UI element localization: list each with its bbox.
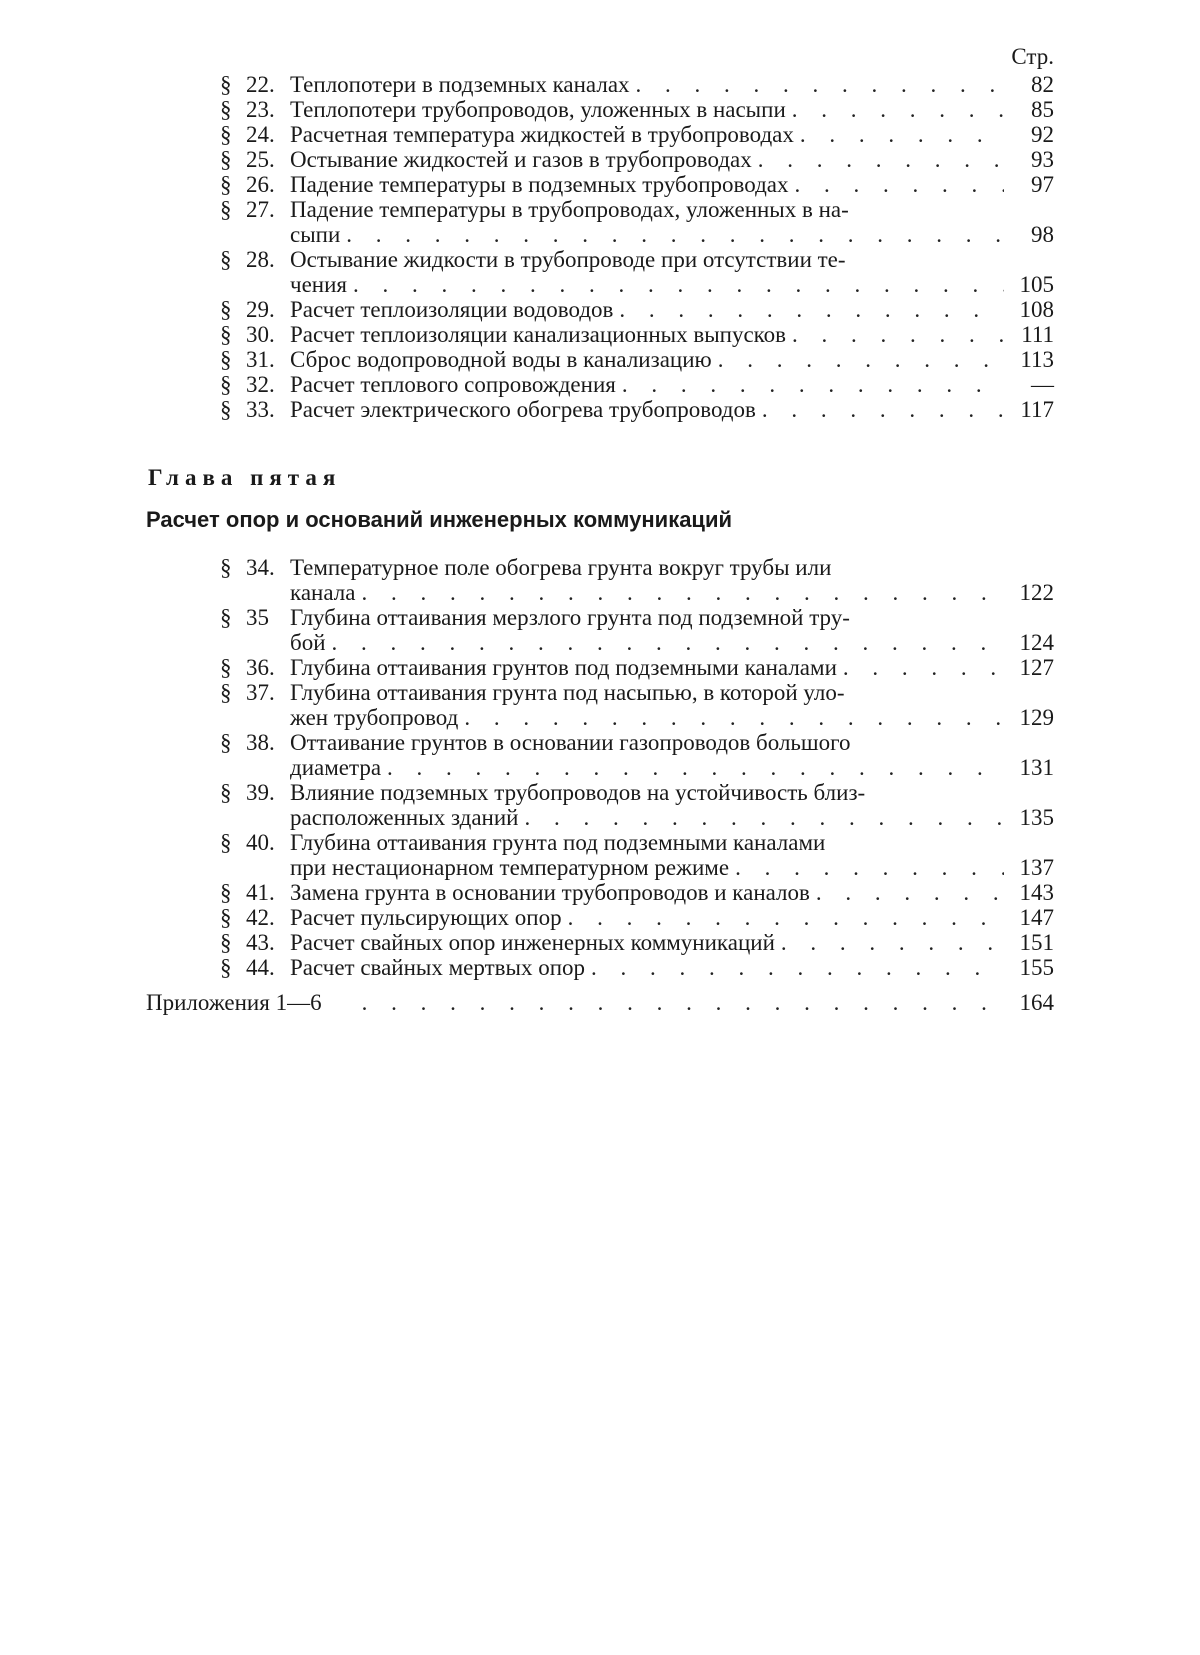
dot-leader — [361, 580, 1004, 605]
dot-leader — [758, 147, 1004, 172]
entry-body — [290, 247, 1054, 297]
entry-title: бой — [290, 630, 326, 655]
toc-appendix-entry[interactable] — [146, 990, 1054, 1016]
page-number: 124 — [1019, 630, 1054, 655]
chapter-title: Расчет опор и оснований инженерных коммуникаций — [146, 507, 733, 532]
entry-line — [290, 580, 1054, 605]
dot-leader — [781, 930, 1004, 955]
dot-leader — [792, 322, 1004, 347]
entry-title: при нестационарном температурном режиме — [290, 855, 730, 880]
entry-body — [290, 372, 1054, 397]
dot-leader — [353, 272, 1004, 297]
dot-leader — [387, 755, 1004, 780]
toc-entry[interactable] — [220, 955, 1054, 980]
section-number: 41. — [246, 880, 275, 905]
section-symbol: § — [220, 172, 232, 197]
appendix-page-number: 164 — [1019, 990, 1054, 1015]
dot-leader — [735, 855, 1004, 880]
toc-entry[interactable] — [220, 97, 1054, 122]
entry-title: Падение температуры в подземных трубопроводах — [290, 172, 789, 197]
section-number: 26. — [246, 172, 275, 197]
page-number: 93 — [1031, 147, 1054, 172]
section-symbol: § — [220, 297, 232, 322]
section-symbol: § — [220, 905, 232, 930]
page-number: 147 — [1019, 905, 1054, 930]
entry-line — [290, 655, 1054, 680]
section-number: 39. — [246, 780, 275, 805]
toc-entry[interactable] — [220, 930, 1054, 955]
section-symbol: § — [220, 730, 232, 755]
section-symbol: § — [220, 372, 232, 397]
section-number: 32. — [246, 372, 275, 397]
entry-line — [290, 730, 1054, 755]
entry-line — [290, 680, 1054, 705]
section-symbol: § — [220, 680, 232, 705]
entry-line — [290, 347, 1054, 372]
entry-line — [290, 905, 1054, 930]
section-symbol: § — [220, 655, 232, 680]
entry-line — [290, 630, 1054, 655]
entry-line — [290, 605, 1054, 630]
page-number: 135 — [1019, 805, 1054, 830]
page-number: 137 — [1019, 855, 1054, 880]
section-symbol: § — [220, 930, 232, 955]
entry-body — [290, 397, 1054, 422]
entry-line — [290, 855, 1054, 880]
entry-line — [290, 272, 1054, 297]
entry-body — [290, 555, 1054, 605]
entry-title: Расчет свайных мертвых опор — [290, 955, 586, 980]
entry-title: Расчет пульсирующих опор — [290, 905, 562, 930]
toc-entry[interactable] — [220, 880, 1054, 905]
entry-line — [290, 555, 1054, 580]
entry-line — [290, 930, 1054, 955]
entry-title: Остывание жидкостей и газов в трубопроводах — [290, 147, 752, 172]
entry-line — [290, 955, 1054, 980]
entry-line — [290, 72, 1054, 97]
entry-title: расположенных зданий — [290, 805, 519, 830]
entry-title: Теплопотери в подземных каналах — [290, 72, 630, 97]
entry-body — [290, 322, 1054, 347]
section-symbol: § — [220, 197, 232, 222]
section-symbol: § — [220, 72, 232, 97]
section-number: 24. — [246, 122, 275, 147]
page-number: 129 — [1019, 705, 1054, 730]
entry-line — [290, 197, 1054, 222]
toc-entry[interactable] — [220, 680, 1054, 730]
entry-body — [290, 905, 1054, 930]
entry-line — [290, 805, 1054, 830]
section-number: 38. — [246, 730, 275, 755]
entry-title: сыпи — [290, 222, 341, 247]
entry-line — [290, 705, 1054, 730]
entry-title: Расчет теплоизоляции водоводов — [290, 297, 614, 322]
dot-leader — [332, 630, 1004, 655]
toc-entry[interactable] — [220, 397, 1054, 422]
entry-line — [290, 297, 1054, 322]
entry-title: Глубина оттаивания грунта под насыпью, в которой уло- — [290, 680, 845, 705]
toc-entry[interactable] — [220, 172, 1054, 197]
section-number: 30. — [246, 322, 275, 347]
entry-title: Глубина оттаивания мерзлого грунта под подземной тру- — [290, 605, 850, 630]
entry-body — [290, 122, 1054, 147]
entry-line — [290, 780, 1054, 805]
entry-title: диаметра — [290, 755, 382, 780]
page-number: 92 — [1031, 122, 1054, 147]
page-number: 127 — [1019, 655, 1054, 680]
entry-body — [290, 955, 1054, 980]
page-number: 151 — [1019, 930, 1054, 955]
toc-entry[interactable] — [220, 555, 1054, 605]
entry-line — [290, 172, 1054, 197]
toc-entry[interactable] — [220, 72, 1054, 97]
page-number: 85 — [1031, 97, 1054, 122]
entry-body — [290, 880, 1054, 905]
toc-entry[interactable] — [220, 730, 1054, 780]
entry-title: Падение температуры в трубопроводах, уложенных в на- — [290, 197, 849, 222]
dot-leader — [346, 222, 1004, 247]
section-symbol: § — [220, 247, 232, 272]
toc-entry[interactable] — [220, 247, 1054, 297]
entry-title: Теплопотери трубопроводов, уложенных в насыпи — [290, 97, 786, 122]
toc-entry[interactable] — [220, 297, 1054, 322]
section-symbol: § — [220, 605, 232, 630]
dot-leader — [464, 705, 1004, 730]
section-number: 37. — [246, 680, 275, 705]
entry-title: Расчет теплоизоляции канализационных выпусков — [290, 322, 787, 347]
section-number: 23. — [246, 97, 275, 122]
section-number: 25. — [246, 147, 275, 172]
entry-title: Глубина оттаивания грунта под подземными каналами — [290, 830, 826, 855]
entry-body — [290, 930, 1054, 955]
entry-title: Глубина оттаивания грунтов под подземными каналами — [290, 655, 837, 680]
dot-leader — [591, 955, 1004, 980]
entry-line — [290, 97, 1054, 122]
page-number: 155 — [1019, 955, 1054, 980]
section-number: 44. — [246, 955, 275, 980]
toc-entry[interactable] — [220, 197, 1054, 247]
section-symbol: § — [220, 880, 232, 905]
section-number: 29. — [246, 297, 275, 322]
dot-leader — [622, 372, 1004, 397]
toc-entry[interactable] — [220, 830, 1054, 880]
section-number: 34. — [246, 555, 275, 580]
page-number: 98 — [1031, 222, 1054, 247]
toc-entry[interactable] — [220, 372, 1054, 397]
section-symbol: § — [220, 830, 232, 855]
entry-title: Расчет свайных опор инженерных коммуникаций — [290, 930, 775, 955]
page-number: 97 — [1031, 172, 1054, 197]
chapter-label: Глава пятая — [148, 465, 342, 490]
page-number: 143 — [1019, 880, 1054, 905]
entry-line — [290, 830, 1054, 855]
toc-block-chapter-five — [220, 555, 1054, 980]
entry-line — [290, 122, 1054, 147]
section-symbol: § — [220, 97, 232, 122]
section-number: 42. — [246, 905, 275, 930]
entry-body — [290, 297, 1054, 322]
entry-title: Расчет электрического обогрева трубопроводов — [290, 397, 756, 422]
entry-body — [290, 780, 1054, 830]
section-symbol: § — [220, 122, 232, 147]
dot-leader — [362, 990, 1004, 1016]
toc-entry[interactable] — [220, 322, 1054, 347]
section-symbol: § — [220, 397, 232, 422]
entry-body — [290, 347, 1054, 372]
entry-body — [290, 97, 1054, 122]
section-number: 22. — [246, 72, 275, 97]
section-symbol: § — [220, 780, 232, 805]
section-number: 33. — [246, 397, 275, 422]
dot-leader — [816, 880, 1004, 905]
section-symbol: § — [220, 147, 232, 172]
appendix-label: Приложения 1—6 — [146, 990, 322, 1015]
section-number: 28. — [246, 247, 275, 272]
entry-line — [290, 755, 1054, 780]
page-number: 117 — [1020, 397, 1054, 422]
section-symbol: § — [220, 955, 232, 980]
entry-title: чения — [290, 272, 347, 297]
entry-body — [290, 72, 1054, 97]
entry-body — [290, 197, 1054, 247]
page-number: 113 — [1020, 347, 1054, 372]
entry-body — [290, 147, 1054, 172]
dot-leader — [524, 805, 1004, 830]
dot-leader — [636, 72, 1004, 97]
dot-leader — [568, 905, 1004, 930]
dot-leader — [800, 122, 1004, 147]
entry-line — [290, 147, 1054, 172]
page-number: 111 — [1021, 322, 1054, 347]
dot-leader — [619, 297, 1004, 322]
page-number: 131 — [1019, 755, 1054, 780]
entry-line — [290, 372, 1054, 397]
entry-body — [290, 172, 1054, 197]
entry-title: Влияние подземных трубопроводов на устойчивость близ- — [290, 780, 866, 805]
entry-title: Расчет теплового сопровождения — [290, 372, 616, 397]
entry-body — [290, 605, 1054, 655]
entry-title: Расчетная температура жидкостей в трубопроводах — [290, 122, 794, 147]
section-number: 27. — [246, 197, 275, 222]
page-column-header: Стр. — [1011, 44, 1054, 69]
toc-block-chapter-four — [220, 72, 1054, 422]
entry-line — [290, 880, 1054, 905]
entry-line — [290, 322, 1054, 347]
entry-title: Температурное поле обогрева грунта вокруг трубы или — [290, 555, 832, 580]
entry-body — [290, 655, 1054, 680]
toc-entry[interactable] — [220, 347, 1054, 372]
entry-body — [290, 680, 1054, 730]
entry-line — [290, 222, 1054, 247]
section-symbol: § — [220, 347, 232, 372]
dot-leader — [762, 397, 1004, 422]
dot-leader — [843, 655, 1004, 680]
section-number: 31. — [246, 347, 275, 372]
entry-line — [290, 397, 1054, 422]
toc-entry[interactable] — [220, 122, 1054, 147]
section-number: 43. — [246, 930, 275, 955]
page-number: 82 — [1031, 72, 1054, 97]
entry-title: Сброс водопроводной воды в канализацию — [290, 347, 712, 372]
page-number: 105 — [1019, 272, 1054, 297]
entry-title: жен трубопровод — [290, 705, 459, 730]
toc-entry[interactable] — [220, 780, 1054, 830]
toc-entry[interactable] — [220, 655, 1054, 680]
dot-leader — [718, 347, 1004, 372]
toc-entry[interactable] — [220, 147, 1054, 172]
section-number: 35 — [246, 605, 269, 630]
dot-leader — [795, 172, 1005, 197]
entry-title: Остывание жидкости в трубопроводе при отсутствии те- — [290, 247, 846, 272]
entry-title: канала — [290, 580, 356, 605]
entry-body — [290, 830, 1054, 880]
entry-line — [290, 247, 1054, 272]
entry-body — [290, 730, 1054, 780]
section-number: 36. — [246, 655, 275, 680]
page-number: — — [1031, 372, 1054, 397]
section-number: 40. — [246, 830, 275, 855]
dot-leader — [792, 97, 1004, 122]
toc-entry[interactable] — [220, 605, 1054, 655]
entry-title: Оттаивание грунтов в основании газопроводов большого — [290, 730, 851, 755]
page-number: 108 — [1019, 297, 1054, 322]
toc-entry[interactable] — [220, 905, 1054, 930]
section-symbol: § — [220, 322, 232, 347]
page-number: 122 — [1019, 580, 1054, 605]
entry-title: Замена грунта в основании трубопроводов и каналов — [290, 880, 810, 905]
section-symbol: § — [220, 555, 232, 580]
